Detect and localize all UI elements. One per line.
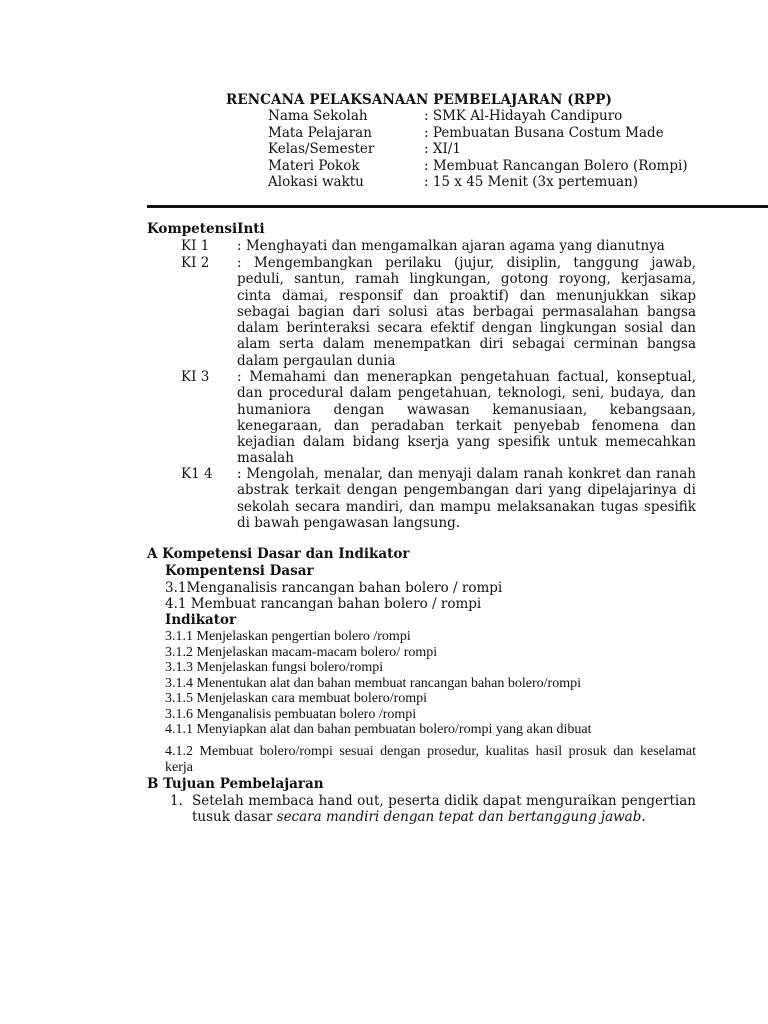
header-info	[268, 108, 688, 191]
tujuan-text-start: Setelah membaca hand out, peserta didik dapat menguraikan pengertian tusuk dasar	[192, 793, 696, 825]
tujuan-number: 1.	[170, 793, 183, 809]
ki-item-1	[181, 238, 696, 254]
section-b-heading: B Tujuan Pembelajaran	[147, 776, 324, 792]
indikator-item: 3.1.6 Menganalisis pembuatan bolero /rompi	[165, 706, 417, 722]
ki-text: : Mengolah, menalar, dan menyaji dalam ranah konkret dan ranah abstrak terkait dengan pengembangan dari yang dipelajarinya di sekolah secara mandiri, dan mampu melaksanakan tugas spesifik di bawah pengawasan langsung.	[237, 466, 696, 531]
info-row-topic	[268, 158, 688, 175]
ki-text: : Menghayati dan mengamalkan ajaran agama yang dianutnya	[237, 238, 665, 254]
indikator-item: 3.1.3 Menjelaskan fungsi bolero/rompi	[165, 660, 384, 675]
ki-label: KI 3	[181, 369, 210, 385]
info-label: Nama Sekolah	[268, 108, 368, 124]
indikator-item: 4.1.1 Menyiapkan alat dan bahan pembuatan bolero/rompi yang akan dibuat	[165, 722, 592, 737]
info-row-time	[268, 174, 688, 191]
tujuan-text	[192, 793, 696, 825]
section-a-heading: A Kompetensi Dasar dan Indikator	[147, 546, 410, 562]
ki-item-4	[181, 466, 696, 531]
tujuan-item-1	[170, 793, 696, 825]
info-value: : 15 x 45 Menit (3x pertemuan)	[424, 174, 638, 190]
kompetensi-inti-heading: KompetensiInti	[147, 221, 265, 237]
ki-item-3	[181, 369, 696, 467]
indikator-item: 3.1.1 Menjelaskan pengertian bolero /rompi	[165, 629, 411, 644]
info-label: Mata Pelajaran	[268, 124, 372, 141]
ki-label: KI 1	[181, 238, 210, 254]
tujuan-text-italic: secara mandiri dengan tepat dan bertanggung jawab	[276, 809, 642, 825]
info-row-subject	[268, 125, 688, 142]
indikator-list	[165, 629, 591, 738]
kd-item: 4.1 Membuat rancangan bahan bolero / rompi	[165, 596, 482, 612]
indikator-heading: Indikator	[165, 612, 237, 628]
info-value: : Pembuatan Busana Costum Made	[424, 124, 664, 141]
info-row-school	[268, 108, 688, 125]
ki-item-2	[181, 255, 696, 369]
info-row-class	[268, 141, 688, 158]
document-title: RENCANA PELAKSANAAN PEMBELAJARAN (RPP)	[226, 92, 613, 108]
ki-text: : Memahami dan menerapkan pengetahuan factual, konseptual, dan procedural dalam pengetahuan, teknologi, seni, budaya, dan humaniora dengan wawasan kemanusiaan, kebangsaan, kenegaraan, dan peradaban terkait penyebab fenomena dan kejadian dalam bidang kserja yang spesifik untuk memecahkan masalah	[237, 369, 696, 467]
info-label: Kelas/Semester	[268, 141, 375, 157]
kd-item: 3.1Menganalisis rancangan bahan bolero / rompi	[165, 580, 503, 596]
header-divider	[147, 205, 768, 208]
indikator-item-412: 4.1.2 Membuat bolero/rompi sesuai dengan prosedur, kualitas hasil prosuk dan keselamat kerja	[165, 744, 696, 775]
info-value: : XI/1	[424, 141, 461, 157]
info-value: : SMK Al-Hidayah Candipuro	[424, 108, 623, 124]
indikator-item: 3.1.2 Menjelaskan macam-macam bolero/ rompi	[165, 644, 438, 660]
ki-label: K1 4	[181, 466, 213, 482]
info-value: : Membuat Rancangan Bolero (Rompi)	[424, 157, 688, 174]
indikator-item: 3.1.4 Menentukan alat dan bahan membuat rancangan bahan bolero/rompi	[165, 675, 581, 691]
kd-heading: Kompentensi Dasar	[165, 563, 314, 579]
tujuan-text-end: .	[641, 809, 646, 825]
info-label: Materi Pokok	[268, 157, 360, 174]
indikator-item: 3.1.5 Menjelaskan cara membuat bolero/rompi	[165, 691, 428, 706]
info-label: Alokasi waktu	[268, 174, 364, 190]
ki-text: : Mengembangkan perilaku (jujur, disiplin, tanggung jawab, peduli, santun, ramah lingkungan, gotong royong, kerjasama, cinta damai, responsif dan proaktif) dan menunjukkan sikap sebagai bagian dari solusi atas berbagai permasalahan bangsa dalam berinteraksi secara efektif dengan lingkungan sosial dan alam serta dalam menempatkan diri sebagai cerminan bangsa dalam pergaulan dunia	[237, 255, 696, 369]
ki-label: KI 2	[181, 255, 210, 271]
